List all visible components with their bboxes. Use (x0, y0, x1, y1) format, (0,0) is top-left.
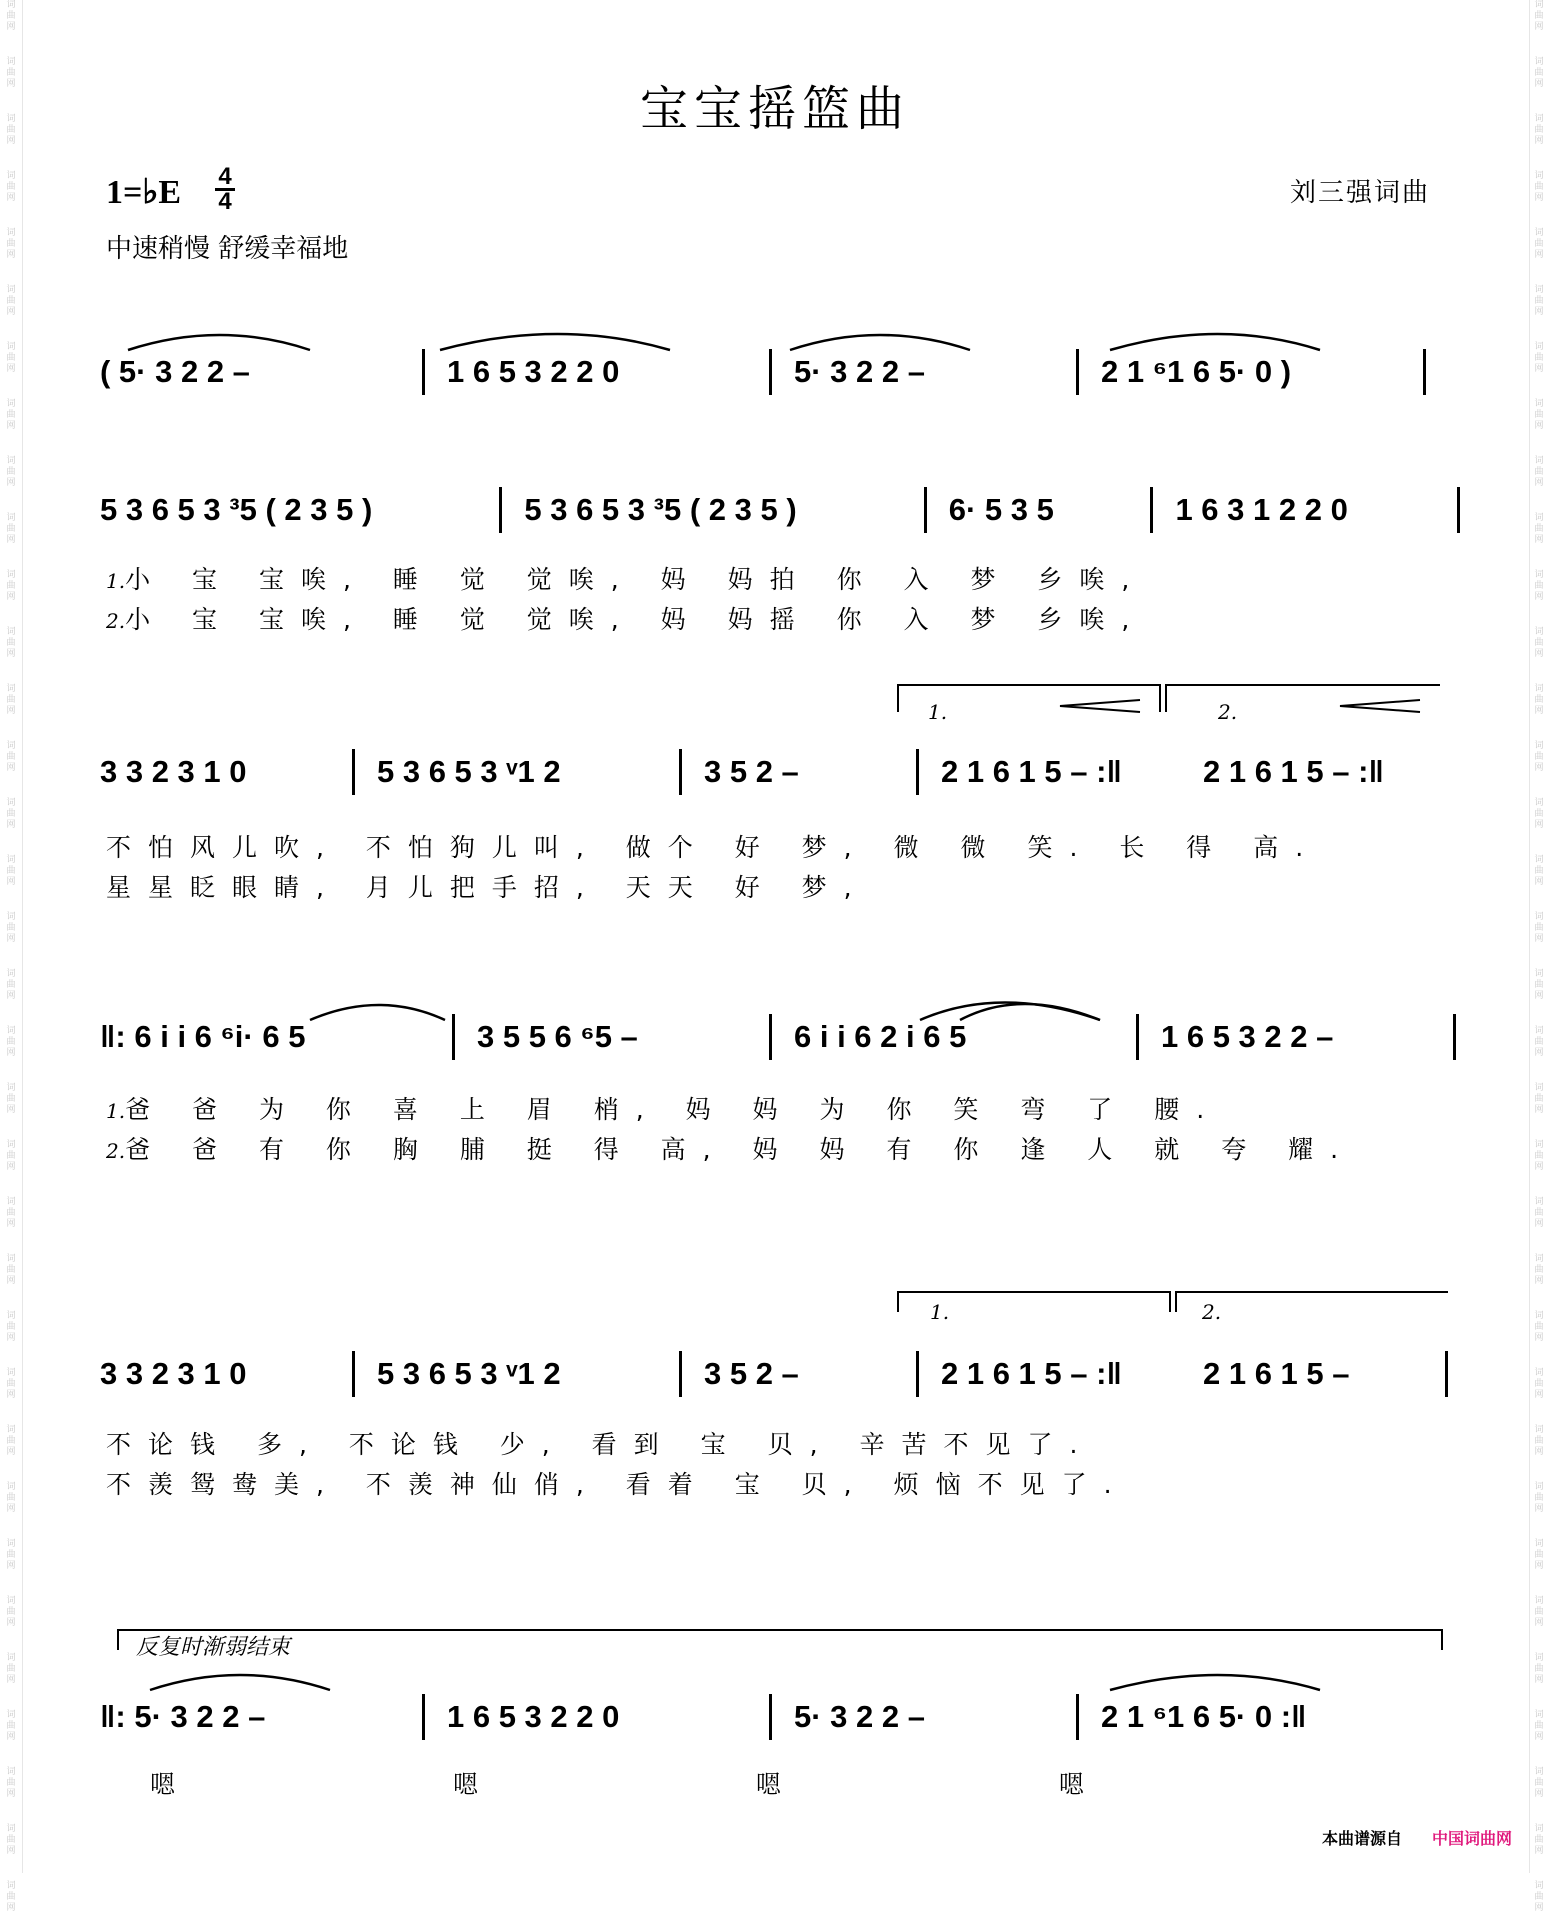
measure: 5 3 6 5 3 ᵛ1 2 (377, 1356, 561, 1391)
barline (916, 1351, 919, 1397)
watermark-text: 词 曲 网 (6, 969, 16, 1001)
watermark-text: 词 曲 网 (1534, 399, 1544, 431)
barline (1076, 1694, 1079, 1740)
watermark-text: 词 曲 网 (6, 1710, 16, 1742)
measure: 3 5 2 – (704, 754, 799, 789)
measure: 5 3 6 5 3 ³5 ( 2 3 5 ) (100, 492, 373, 527)
watermark-text: 词 曲 网 (1534, 912, 1544, 944)
watermark-strip-left (2, 0, 20, 1913)
lyric-text: 爸 爸 为 你 喜 上 眉 梢, 妈 妈 为 你 笑 弯 了 腰. (125, 1095, 1222, 1124)
tempo-marking: 中速稍慢 舒缓幸福地 (106, 234, 349, 264)
watermark-text: 词 曲 网 (6, 1881, 16, 1913)
measure: 5· 3 2 2 – (794, 1699, 925, 1734)
watermark-text: 词 曲 网 (1534, 1140, 1544, 1172)
system-3 (100, 750, 1460, 794)
watermark-text: 词 曲 网 (1534, 1425, 1544, 1457)
watermark-text: 词 曲 网 (6, 1368, 16, 1400)
watermark-text: 词 曲 网 (6, 399, 16, 431)
barline (1423, 349, 1426, 395)
score-sheet (22, 0, 1530, 1873)
barline (1457, 487, 1460, 533)
barline (422, 1694, 425, 1740)
lyric-text: 小 宝 宝唉, 睡 觉 觉唉, 妈 妈摇 你 入 梦 乡唉, (125, 605, 1147, 634)
barline (1150, 487, 1153, 533)
watermark-text: 词 曲 网 (1534, 855, 1544, 887)
watermark-text: 词 曲 网 (1534, 0, 1544, 32)
watermark-text: 词 曲 网 (6, 171, 16, 203)
measure: 2 1 6 1 5 – :‖ (941, 754, 1122, 789)
watermark-text: 词 曲 网 (1534, 1596, 1544, 1628)
volta-label: 2. (1202, 1300, 1222, 1324)
watermark-text: 词 曲 网 (1534, 285, 1544, 317)
time-signature (214, 163, 236, 215)
measure: ‖: 6 i i 6 ⁶i· 6 5 (100, 1019, 306, 1054)
watermark-text: 词 曲 网 (1534, 1026, 1544, 1058)
barline (924, 487, 927, 533)
verse-marker: 2. (106, 609, 126, 633)
verse-marker: 1. (106, 569, 126, 593)
barline (769, 349, 772, 395)
measure: 1 6 5 3 2 2 – (1161, 1019, 1334, 1054)
barline (1076, 349, 1079, 395)
time-signature-top: 4 (218, 163, 232, 190)
measure: 1 6 3 1 2 2 0 (1175, 492, 1348, 527)
watermark-text: 词 曲 网 (6, 855, 16, 887)
watermark-text: 词 曲 网 (1534, 798, 1544, 830)
barline (916, 749, 919, 795)
watermark-text: 词 曲 网 (6, 1197, 16, 1229)
watermark-text: 词 曲 网 (6, 513, 16, 545)
watermark-text: 词 曲 网 (1534, 570, 1544, 602)
measure: 3 5 5 6 ⁶5 – (477, 1019, 638, 1054)
volta-label: 2. (1218, 700, 1238, 724)
lyric-text: 爸 爸 有 你 胸 脯 挺 得 高, 妈 妈 有 你 逢 人 就 夸 耀. (125, 1135, 1356, 1164)
lyric-line: 不论钱 多, 不论钱 少, 看到 宝 贝, 辛苦不见了. (106, 1430, 1095, 1459)
measure: 6· 5 3 5 (948, 492, 1054, 527)
measure: 5· 3 2 2 – (794, 354, 925, 389)
watermark-strip-right (1530, 0, 1548, 1913)
watermark-text: 词 曲 网 (6, 1824, 16, 1856)
watermark-text: 词 曲 网 (6, 1311, 16, 1343)
barline (1445, 1351, 1448, 1397)
watermark-text: 词 曲 网 (1534, 1653, 1544, 1685)
watermark-text: 词 曲 网 (1534, 1710, 1544, 1742)
watermark-text: 词 曲 网 (6, 1482, 16, 1514)
footer-site-link[interactable]: 中国词曲网 (1432, 1829, 1513, 1848)
watermark-text: 词 曲 网 (6, 570, 16, 602)
composer-credit: 刘三强词曲 (1290, 178, 1431, 208)
barline (352, 749, 355, 795)
watermark-text: 词 曲 网 (6, 342, 16, 374)
watermark-text: 词 曲 网 (6, 1653, 16, 1685)
barline (679, 1351, 682, 1397)
watermark-text: 词 曲 网 (6, 228, 16, 260)
watermark-text: 词 曲 网 (1534, 114, 1544, 146)
verse-marker: 1. (106, 1099, 126, 1123)
watermark-text: 词 曲 网 (6, 456, 16, 488)
watermark-text: 词 曲 网 (6, 627, 16, 659)
barline (422, 349, 425, 395)
watermark-text: 词 曲 网 (1534, 627, 1544, 659)
watermark-text: 词 曲 网 (6, 1767, 16, 1799)
watermark-text: 词 曲 网 (6, 114, 16, 146)
watermark-text: 词 曲 网 (1534, 1767, 1544, 1799)
lyric-line (106, 1090, 1446, 1126)
key-signature: 1=♭E (106, 174, 182, 211)
lyric-line: 嗯 嗯 嗯 嗯 (150, 1770, 1084, 1799)
volta-label: 1. (928, 700, 948, 724)
measure: 1 6 5 3 2 2 0 (447, 354, 620, 389)
watermark-text: 词 曲 网 (6, 1026, 16, 1058)
watermark-text: 词 曲 网 (6, 741, 16, 773)
watermark-text: 词 曲 网 (6, 285, 16, 317)
watermark-text: 词 曲 网 (1534, 228, 1544, 260)
measure: 2 1 6 1 5 – :‖ (1203, 754, 1384, 789)
watermark-text: 词 曲 网 (6, 1539, 16, 1571)
barline (769, 1014, 772, 1060)
measure: 3 3 2 3 1 0 (100, 754, 247, 789)
watermark-text: 词 曲 网 (1534, 1824, 1544, 1856)
watermark-text: 词 曲 网 (1534, 741, 1544, 773)
measure: 2 1 ⁶1 6 5· 0 ) (1101, 354, 1292, 389)
barline (679, 749, 682, 795)
barline (499, 487, 502, 533)
footer-source-label: 本曲谱源自 (1322, 1829, 1403, 1848)
watermark-text: 词 曲 网 (1534, 171, 1544, 203)
watermark-text: 词 曲 网 (6, 1254, 16, 1286)
measure: 1 6 5 3 2 2 0 (447, 1699, 620, 1734)
song-title: 宝宝摇篮曲 (639, 81, 910, 137)
volta-label: 1. (930, 1300, 950, 1324)
watermark-text: 词 曲 网 (1534, 684, 1544, 716)
barline (769, 1694, 772, 1740)
watermark-text: 词 曲 网 (1534, 513, 1544, 545)
watermark-text: 词 曲 网 (1534, 1311, 1544, 1343)
barline (1136, 1014, 1139, 1060)
lyric-line (106, 560, 1446, 596)
watermark-text: 词 曲 网 (1534, 1083, 1544, 1115)
watermark-text: 词 曲 网 (6, 1596, 16, 1628)
watermark-text: 词 曲 网 (1534, 456, 1544, 488)
watermark-text: 词 曲 网 (6, 57, 16, 89)
lyric-line (106, 600, 1446, 636)
watermark-text: 词 曲 网 (6, 912, 16, 944)
watermark-text: 词 曲 网 (6, 684, 16, 716)
measure: 2 1 6 1 5 – :‖ (941, 1356, 1122, 1391)
watermark-text: 词 曲 网 (6, 1083, 16, 1115)
measure: 2 1 6 1 5 – (1203, 1356, 1350, 1391)
lyric-text: 小 宝 宝唉, 睡 觉 觉唉, 妈 妈拍 你 入 梦 乡唉, (125, 565, 1147, 594)
barline (452, 1014, 455, 1060)
barline (352, 1351, 355, 1397)
lyric-line: 不怕风儿吹, 不怕狗儿叫, 做个 好 梦, 微 微 笑. 长 得 高. (106, 833, 1321, 862)
watermark-text: 词 曲 网 (1534, 1482, 1544, 1514)
watermark-text: 词 曲 网 (1534, 57, 1544, 89)
system-4 (100, 1015, 1460, 1059)
watermark-text: 词 曲 网 (1534, 1368, 1544, 1400)
watermark-text: 词 曲 网 (6, 798, 16, 830)
measure: ( 5· 3 2 2 – (100, 354, 250, 389)
watermark-text: 词 曲 网 (6, 1140, 16, 1172)
lyric-line: 不羡鸳鸯美, 不羡神仙俏, 看着 宝 贝, 烦恼不见了. (106, 1470, 1129, 1499)
watermark-text: 词 曲 网 (1534, 1539, 1544, 1571)
lyric-line: 星星眨眼睛, 月儿把手招, 天天 好 梦, (106, 873, 869, 902)
system-6 (100, 1695, 1460, 1739)
watermark-text: 词 曲 网 (1534, 969, 1544, 1001)
measure: 6 i i 6 2 i 6 5 (794, 1019, 967, 1054)
watermark-text: 词 曲 网 (6, 1425, 16, 1457)
lyric-line (106, 1130, 1446, 1166)
measure: 2 1 ⁶1 6 5· 0 :‖ (1101, 1699, 1307, 1734)
time-signature-bottom: 4 (218, 188, 232, 215)
system-1 (100, 350, 1460, 394)
watermark-text: 词 曲 网 (1534, 1197, 1544, 1229)
measure: ‖: 5· 3 2 2 – (100, 1699, 266, 1734)
system-2 (100, 488, 1460, 532)
barline (1453, 1014, 1456, 1060)
verse-marker: 2. (106, 1139, 126, 1163)
system-5 (100, 1352, 1460, 1396)
watermark-text: 词 曲 网 (6, 0, 16, 32)
measure: 5 3 6 5 3 ³5 ( 2 3 5 ) (524, 492, 797, 527)
watermark-text: 词 曲 网 (1534, 1254, 1544, 1286)
ending-annotation: 反复时渐弱结束 (136, 1635, 291, 1660)
watermark-text: 词 曲 网 (1534, 1881, 1544, 1913)
measure: 3 5 2 – (704, 1356, 799, 1391)
measure: 3 3 2 3 1 0 (100, 1356, 247, 1391)
watermark-text: 词 曲 网 (1534, 342, 1544, 374)
measure: 5 3 6 5 3 ᵛ1 2 (377, 754, 561, 789)
